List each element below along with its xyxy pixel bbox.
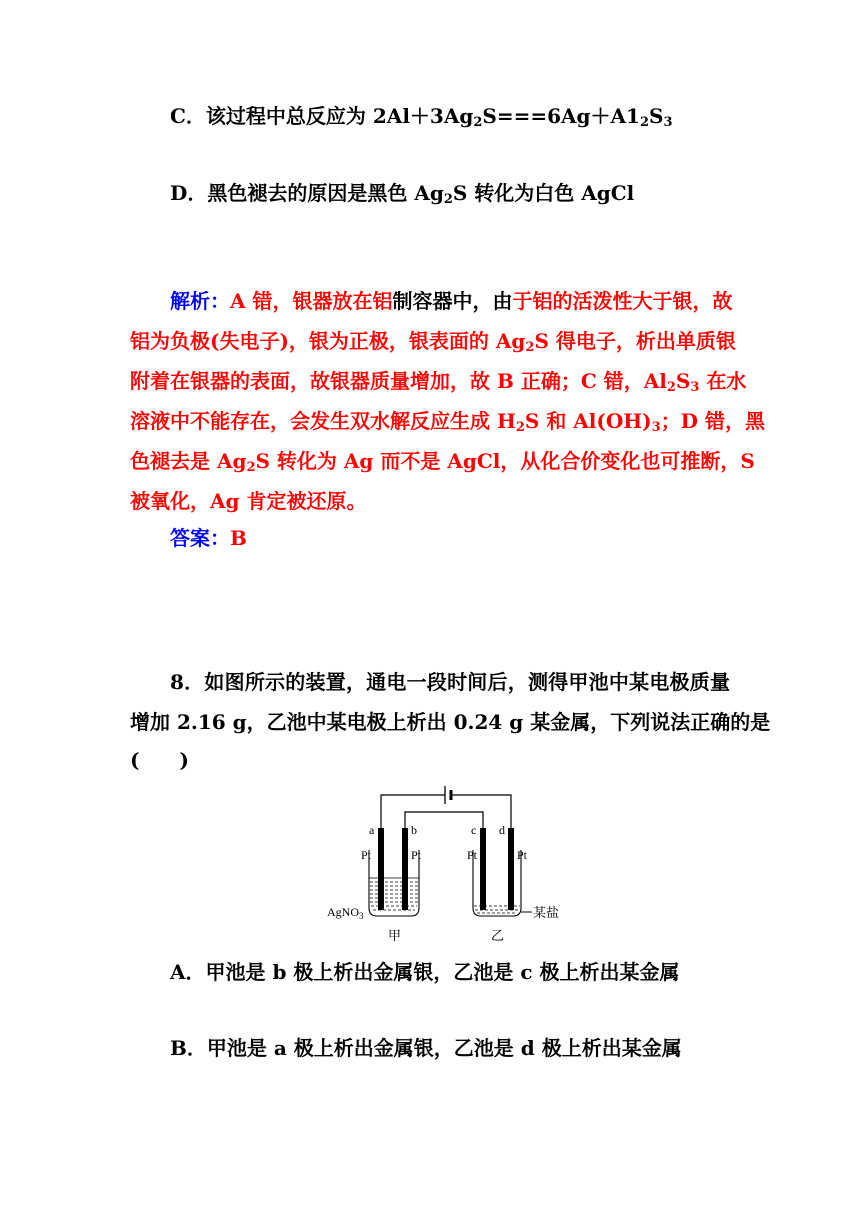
text: S 和 Al(OH)	[524, 409, 652, 433]
subscript: 3	[690, 380, 700, 395]
text: 溶液中不能存在，会发生双水解反应生成 H	[130, 409, 516, 433]
answer-value: B	[230, 526, 247, 550]
subscript: 3	[663, 115, 673, 130]
subscript: 2	[666, 380, 676, 395]
question-8-line-1	[170, 668, 730, 696]
text: 6Ag＋A1	[547, 104, 640, 128]
option-label: C．	[170, 104, 206, 128]
text: 8．如图所示的装置，通电一段时间后，测得甲池中某电极质量	[170, 670, 730, 694]
text: S 得电子，析出单质银	[534, 329, 736, 353]
text: A 错，银器放在铝	[230, 289, 393, 313]
text: 增加 2.16 g，乙池中某电极上析出 0.24 g 某金属，下列说法正确的是	[130, 710, 771, 734]
text: 制容器中，由	[392, 289, 513, 313]
text: 于铝的活泼性大于银，故	[512, 289, 733, 313]
subscript: 2	[473, 115, 483, 130]
option-d	[170, 179, 634, 207]
electrode-a	[378, 828, 384, 910]
text: S 转化为白色 AgCl	[452, 181, 635, 205]
solution-label-left: AgNO$_3$	[327, 905, 364, 921]
electrode-label-d: d	[499, 823, 505, 837]
text: 附着在银器的表面，故银器质量增加，故 B 正确；C 错，Al	[130, 369, 667, 393]
electrode-c	[480, 828, 486, 910]
analysis-line-5	[130, 447, 755, 475]
option-b	[170, 1034, 682, 1062]
text: S 转化为 Ag 而不是 AgCl，从化合价变化也可推断，S	[255, 449, 755, 473]
text: 被氧化，Ag 肯定被还原。	[130, 489, 367, 513]
answer-blank: ( )	[130, 748, 189, 772]
text: 色褪去是 Ag	[130, 449, 247, 473]
text: ；D 错，黑	[660, 409, 765, 433]
text: 在水	[699, 369, 747, 393]
metal-label-b: Pt	[411, 848, 422, 862]
text: A．甲池是 b 极上析出金属银，乙池是 c 极上析出某金属	[170, 960, 680, 984]
cell-label-left: 甲	[388, 928, 402, 943]
subscript: 2	[515, 420, 525, 435]
subscript: 3	[651, 420, 661, 435]
analysis-label: 解析：	[170, 289, 230, 313]
subscript: 2	[525, 340, 535, 355]
text: 铝为负极(失电子)，银为正极，银表面的 Ag	[130, 329, 526, 353]
electrode-label-c: c	[471, 823, 477, 837]
answer-label: 答案：	[170, 526, 230, 550]
option-a	[170, 958, 680, 986]
question-8-line-2	[130, 708, 771, 736]
electrode-d	[508, 828, 514, 910]
analysis-line-3	[130, 367, 747, 395]
electrode-label-b: b	[411, 823, 417, 837]
equals-sign: ===	[496, 104, 548, 128]
analysis-line-4	[130, 407, 765, 435]
electrode-label-a: a	[369, 823, 375, 837]
analysis-line-6	[130, 487, 366, 515]
analysis-line-1	[170, 287, 733, 315]
text: S	[675, 369, 691, 393]
solution-left	[369, 878, 419, 910]
question-8-line-3	[130, 746, 189, 774]
text: B．甲池是 a 极上析出金属银，乙池是 d 极上析出某金属	[170, 1036, 682, 1060]
option-label: D．	[170, 181, 208, 205]
metal-label-c: Pt	[467, 848, 478, 862]
option-c	[170, 102, 673, 130]
text: 该过程中总反应为 2Al＋3Ag	[205, 104, 474, 128]
subscript: 2	[246, 460, 256, 475]
text: 黑色褪去的原因是黑色 Ag	[207, 181, 444, 205]
metal-label-a: Pt	[361, 848, 372, 862]
text: S	[482, 104, 497, 128]
analysis-line-2	[130, 327, 736, 355]
cell-label-right: 乙	[491, 928, 505, 943]
answer	[170, 524, 247, 552]
subscript: 2	[639, 115, 650, 130]
text: S	[649, 104, 664, 128]
electrolysis-diagram	[325, 782, 570, 947]
electrode-b	[402, 828, 408, 910]
solution-label-right: 某盐	[533, 905, 560, 920]
metal-label-d: Pt	[517, 848, 528, 862]
subscript: 2	[443, 192, 453, 207]
